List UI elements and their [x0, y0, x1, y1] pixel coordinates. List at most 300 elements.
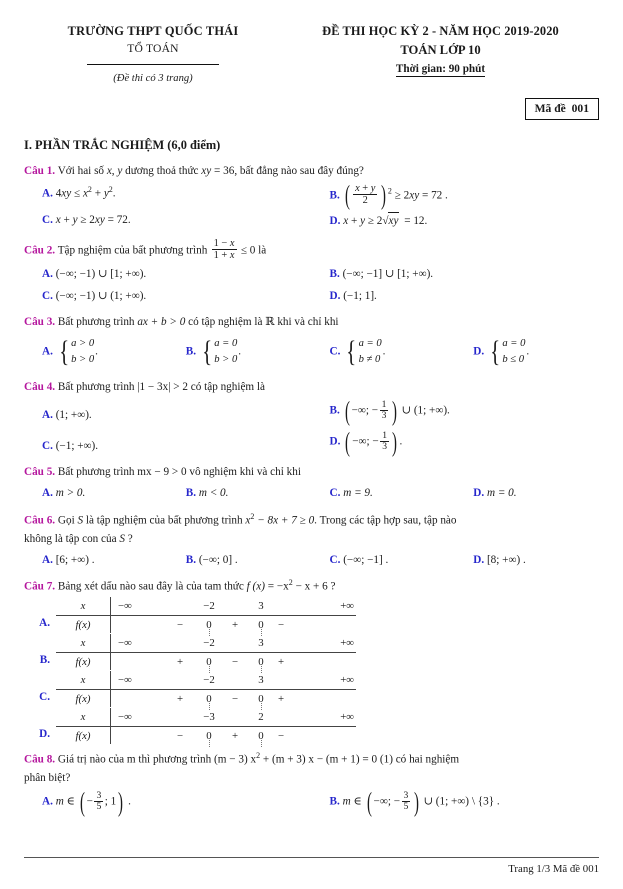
q5-option-b-text: m < 0.: [198, 487, 229, 500]
sign-table-row-label-f: f(x): [75, 692, 91, 705]
sign-table-row-label-f: f(x): [75, 729, 91, 742]
sign-table-sign-1: −: [176, 618, 184, 631]
question-4: [24, 379, 599, 458]
q8-option-b[interactable]: [312, 786, 600, 817]
q8-b-paren-close: ): [413, 786, 419, 817]
sign-table-f-rightpad: [310, 727, 356, 745]
question-2: [24, 239, 599, 308]
sign-table-dotted-line: [209, 664, 210, 673]
q1-stem-b: dương thoả thức: [125, 165, 199, 177]
q6-option-b-text: (−∞; 0] .: [198, 554, 238, 567]
q4-stem-text: Bất phương trình |1 − 3x| > 2 có tập nghiệm là: [57, 380, 266, 393]
sign-table-x-root1: −2: [198, 634, 220, 653]
q2-den-1: 1 +: [213, 250, 228, 262]
q1-d-y: y: [360, 215, 366, 228]
question-6-label: Câu 6.: [24, 515, 56, 528]
q7-table-letter: D.: [39, 728, 50, 741]
q6-stem-line2: không là tập con của: [24, 533, 117, 546]
q1-b-den: 2: [353, 194, 377, 206]
question-1: [24, 163, 599, 233]
q8-a-popen: −: [86, 795, 93, 808]
q2-option-c[interactable]: [24, 286, 312, 308]
q8-b-fraction: [402, 791, 411, 813]
q6-option-a-text: [6; +∞) .: [55, 554, 95, 567]
q5-option-a[interactable]: [24, 483, 168, 505]
q8-a-paren-open: (: [79, 786, 85, 817]
q3-d-row2: b ≤ 0: [502, 354, 525, 366]
exam-title: ĐỀ THI HỌC KỲ 2 - NĂM HỌC 2019-2020: [322, 24, 559, 38]
exam-code-value: 001: [571, 102, 589, 115]
q7-stem-a: Bảng xét dấu nào sau đây là của tam thức: [57, 581, 244, 594]
q6-option-b[interactable]: [168, 550, 312, 572]
q1-b-exp: 2: [387, 186, 392, 196]
sign-table-sign-3: −: [278, 729, 285, 742]
question-8-label: Câu 8.: [24, 754, 56, 767]
sign-table-f-rightpad: [310, 690, 356, 708]
q8-stem-line1: Giá trị nào của m thì phương trình (m − 3) x: [57, 754, 257, 767]
q8-b-popen: −∞; −: [373, 795, 401, 808]
sign-table-x-gap3: [272, 597, 310, 616]
q4-option-c[interactable]: [24, 426, 312, 457]
question-3-stem: [24, 314, 599, 330]
q7-option-a[interactable]: [24, 597, 599, 633]
sign-table-x-pos-inf: +∞: [310, 671, 356, 690]
sign-table-zero-1: 0: [198, 616, 220, 634]
q8-a-num: 3: [96, 789, 102, 801]
q1-a-le: ≤: [74, 187, 81, 200]
q1-a-sup2: 2: [108, 184, 113, 194]
sign-table-sign-3: +: [278, 692, 285, 705]
sign-table-f-leftpad: [111, 727, 163, 745]
q1-stem-xy: xy: [201, 165, 212, 177]
sign-table-x-neg-inf: −∞: [111, 671, 163, 690]
sign-table-sign-1: +: [176, 692, 184, 705]
q4-b-post: ∪ (1; +∞).: [401, 404, 450, 417]
sign-table-zero-2: 0: [250, 727, 272, 745]
q1-a-dot: .: [112, 187, 116, 200]
q2-option-c-text: (−∞; −1) ∪ (1; +∞).: [55, 290, 147, 303]
q2-stem-b: ≤ 0 là: [240, 243, 267, 256]
q1-c-eq: = 72.: [107, 214, 131, 227]
q1-option-b-letter: B.: [329, 189, 340, 202]
header-divider: [87, 64, 219, 65]
q4-option-d-letter: D.: [329, 435, 341, 448]
q3-d-system: { a = 0 b ≤ 0: [490, 334, 526, 368]
q7-table-letter: A.: [39, 617, 50, 630]
question-5-stem: [24, 464, 599, 480]
q3-a-dot: .: [95, 345, 98, 358]
q6-option-a-letter: A.: [42, 554, 53, 567]
question-4-stem: [24, 379, 599, 395]
sign-table-row-label-f: f(x): [75, 618, 91, 631]
q4-b-fraction: [380, 400, 389, 422]
q7-stem-eq: = −x: [267, 581, 289, 594]
sign-table-sign-3: +: [278, 655, 285, 668]
q1-option-c[interactable]: [24, 210, 312, 233]
sign-table-f-leftpad: [111, 690, 163, 708]
q1-b-xy: xy: [409, 189, 420, 202]
sign-table-f-row: [56, 653, 356, 671]
sign-table-row-label-x: x: [56, 597, 111, 616]
q3-stem-c: khi và chỉ khi: [277, 315, 339, 328]
sign-table-x-pos-inf: +∞: [310, 708, 356, 727]
q4-d-fraction: [380, 431, 389, 453]
q6-stem-line2-s: S: [119, 533, 125, 546]
sign-table-x-gap2: [220, 671, 250, 690]
q1-option-b[interactable]: [312, 181, 600, 209]
sign-table-sign-2: +: [231, 618, 239, 631]
question-6: [24, 511, 599, 571]
exam-code-wrap: [525, 98, 599, 120]
page-footer: [24, 857, 599, 875]
sign-table-x-root2: 3: [250, 671, 272, 690]
question-8-options: [24, 786, 599, 817]
q8-b-post: ∪ (1; +∞) \ {3} .: [423, 795, 500, 808]
q1-b-num-plus: +: [362, 183, 369, 195]
q8-a-pre: m ∈: [55, 795, 75, 808]
sign-table-sign-1: −: [176, 729, 184, 742]
q2-fraction: [212, 238, 237, 261]
q1-c-xy: xy: [94, 214, 105, 227]
sign-table-x-gap1: [162, 634, 198, 653]
q6-stem-line2-q: ?: [127, 533, 133, 546]
question-3: [24, 314, 599, 371]
q4-option-c-letter: C.: [42, 440, 53, 453]
sign-table-x-pos-inf: +∞: [310, 634, 356, 653]
sign-table-f-rightpad: [310, 653, 356, 671]
q1-option-d-letter: D.: [329, 215, 341, 228]
sign-table-x-gap2: [220, 597, 250, 616]
sign-table-x-row: [56, 671, 356, 690]
q4-b-num: 1: [381, 398, 387, 410]
sign-table-sign-2: −: [231, 692, 239, 705]
sign-table-f-row: [56, 616, 356, 634]
question-6-stem-line2: [24, 531, 599, 547]
sign-table-dotted-line: [261, 627, 262, 636]
q1-c-x: x: [55, 214, 61, 227]
question-5-label: Câu 5.: [24, 466, 56, 479]
question-8-stem: [24, 750, 599, 768]
q2-option-a-text: (−∞; −1) ∪ [1; +∞).: [55, 268, 147, 281]
sign-table-zero-2: 0: [250, 653, 272, 671]
question-7-tables: [24, 597, 599, 744]
q3-option-d-letter: D.: [473, 345, 485, 358]
question-7: [24, 577, 599, 744]
sign-table-f-row: [56, 690, 356, 708]
sign-table-sign-2: −: [231, 655, 239, 668]
q1-b-fraction: [353, 183, 377, 206]
exam-code-box: [525, 98, 599, 120]
sign-table-x-gap1: [162, 671, 198, 690]
q3-option-b[interactable]: [168, 334, 312, 371]
footer-divider: [24, 857, 599, 858]
q4-option-a[interactable]: [24, 398, 312, 426]
q8-option-b-letter: B.: [329, 795, 340, 808]
q5-option-c-letter: C.: [329, 487, 341, 500]
question-7-label: Câu 7.: [24, 581, 56, 594]
sign-table-row-label-x: x: [56, 634, 111, 653]
sign-table-x-row: [56, 634, 356, 653]
q7-stem-f: f (x): [246, 581, 265, 594]
q3-d-dot: .: [526, 345, 530, 358]
q1-b-num-x: x: [355, 183, 360, 195]
q6-option-d-text: [8; +∞) .: [486, 554, 526, 567]
q7-option-b[interactable]: [24, 634, 599, 670]
sign-table-x-root2: 3: [250, 597, 272, 616]
q3-b-system: { a = 0 b > 0: [201, 334, 238, 368]
q8-b-num: 3: [403, 789, 409, 801]
q3-c-row1: a = 0: [358, 338, 382, 350]
sign-table-x-neg-inf: −∞: [111, 597, 163, 616]
question-5-options: [24, 483, 599, 505]
q5-option-c-text: m = 9.: [343, 487, 373, 500]
q1-b-ge: ≥ 2: [394, 189, 410, 202]
sign-table-f-rightpad: [310, 616, 356, 634]
sign-table-x-neg-inf: −∞: [111, 708, 163, 727]
sign-table-row-label-x: x: [56, 708, 111, 727]
q6-option-c-text: (−∞; −1] .: [343, 554, 389, 567]
q3-a-row2: b > 0: [71, 354, 95, 366]
question-6-stem: [24, 511, 599, 529]
q4-option-a-letter: A.: [42, 408, 53, 421]
sign-table-row-label-f: f(x): [75, 655, 91, 668]
sign-table-dotted-line: [261, 738, 262, 747]
q4-d-post: .: [399, 435, 403, 448]
question-8-stem-line2: [24, 770, 599, 786]
sign-table-dotted-line: [209, 738, 210, 747]
q2-option-b-letter: B.: [329, 268, 340, 281]
q8-stem-sup: 2: [256, 751, 261, 761]
q1-a-pre: 4: [55, 187, 62, 200]
question-2-options: [24, 264, 599, 308]
q1-b-eq: = 72 .: [421, 189, 448, 202]
q3-b-row2: b > 0: [214, 354, 238, 366]
q1-a-plus: +: [94, 187, 102, 200]
q5-option-d[interactable]: [455, 483, 599, 505]
q1-c-y: y: [72, 214, 78, 227]
sign-table-dotted-line: [261, 701, 262, 710]
pages-note: (Đề thi có 3 trang): [113, 73, 193, 84]
q1-d-x: x: [343, 215, 349, 228]
q1-stem-x: x: [106, 165, 112, 177]
sign-table: [56, 671, 356, 707]
q1-stem-a: Với hai số: [57, 165, 105, 177]
sign-table-x-pos-inf: +∞: [310, 597, 356, 616]
sign-table-x-root1: −3: [198, 708, 220, 727]
q4-b-pre: −∞; −: [351, 404, 379, 417]
sign-table-x-root2: 2: [250, 708, 272, 727]
exam-time: Thời gian: 90 phút: [395, 63, 486, 75]
q3-stem-r: ℝ: [265, 315, 275, 328]
sign-table-x-root1: −2: [198, 671, 220, 690]
sign-table-f-leftpad: [111, 653, 163, 671]
sign-table-x-row: [56, 597, 356, 616]
q8-b-den: 5: [403, 800, 409, 812]
q6-option-a[interactable]: [24, 550, 168, 572]
q1-option-d[interactable]: [312, 210, 600, 233]
q8-b-paren-open: (: [366, 786, 372, 817]
sign-table-sign-1: +: [176, 655, 184, 668]
q3-c-dot: .: [382, 345, 386, 358]
sign-table-x-gap3: [272, 634, 310, 653]
q8-a-mid: ; 1: [104, 795, 117, 808]
section-title: I. PHẦN TRẮC NGHIỆM (6,0 điểm): [24, 138, 221, 152]
q1-d-radicand: xy: [388, 212, 400, 230]
q7-stem-sup: 2: [288, 578, 293, 588]
q3-b-dot: .: [238, 345, 242, 358]
header-right-block: [282, 22, 599, 84]
header-left-block: [24, 22, 282, 84]
q4-option-a-text: (1; +∞).: [55, 408, 92, 421]
q5-option-c[interactable]: [312, 483, 456, 505]
sign-table-f-row: [56, 727, 356, 745]
q6-stem-expr: x: [245, 515, 251, 528]
sign-table-sign-2: +: [231, 729, 239, 742]
q5-option-a-letter: A.: [42, 487, 53, 500]
sign-table-x-gap2: [220, 708, 250, 727]
exam-subject: TOÁN LỚP 10: [400, 43, 481, 57]
sign-table-dotted-line: [209, 627, 210, 636]
q1-b-paren-close: ): [380, 180, 386, 211]
question-2-stem: [24, 239, 599, 262]
q6-option-c-letter: C.: [329, 554, 341, 567]
q8-b-pre: m ∈: [342, 795, 362, 808]
q1-option-a[interactable]: [24, 181, 312, 209]
q4-option-c-text: (−1; +∞).: [55, 440, 99, 453]
q3-stem-b: có tập nghiệm là: [188, 315, 263, 328]
question-1-label: Câu 1.: [24, 165, 56, 177]
q3-stem-a: Bất phương trình: [57, 315, 135, 328]
q7-option-d[interactable]: [24, 708, 599, 744]
q4-d-den: 3: [382, 440, 387, 452]
q3-option-a-letter: A.: [42, 345, 53, 358]
q4-d-paren-open: (: [345, 426, 351, 457]
question-5: [24, 464, 599, 504]
q8-a-den: 5: [96, 800, 102, 812]
department-name: TỔ TOÁN: [127, 42, 179, 55]
q4-d-paren-close: ): [392, 426, 398, 457]
sign-table-x-root2: 3: [250, 634, 272, 653]
q4-b-paren-open: (: [344, 395, 350, 426]
q6-option-d[interactable]: [455, 550, 599, 572]
q2-option-d[interactable]: [312, 286, 600, 308]
sign-table-zero-1: 0: [198, 653, 220, 671]
exam-content: [0, 138, 623, 821]
q2-option-a[interactable]: [24, 264, 312, 286]
sign-table-x-row: [56, 708, 356, 727]
sign-table-sign-3: −: [278, 618, 285, 631]
question-1-stem: [24, 163, 599, 179]
q3-option-d[interactable]: [455, 334, 599, 371]
q5-option-a-text: m > 0.: [55, 487, 86, 500]
sign-table-x-gap1: [162, 708, 198, 727]
question-3-options: [24, 334, 599, 371]
q3-d-row1: a = 0: [502, 338, 526, 350]
q6-stem-s: S: [77, 515, 84, 528]
q3-a-system: { a > 0 b > 0: [58, 334, 95, 368]
q1-a-x: x: [82, 187, 88, 200]
q2-option-c-letter: C.: [42, 290, 53, 303]
q3-option-b-letter: B.: [185, 345, 197, 358]
q2-option-b[interactable]: [312, 264, 600, 286]
sign-table-zero-1: 0: [198, 690, 220, 708]
sign-table-zero-2: 0: [250, 690, 272, 708]
q6-option-c[interactable]: [312, 550, 456, 572]
q8-a-fraction: [94, 791, 103, 813]
q1-d-eq: = 12.: [404, 215, 428, 228]
question-4-options: [24, 395, 599, 458]
q2-option-d-letter: D.: [329, 290, 341, 303]
q1-a-xy: xy: [61, 187, 72, 200]
q6-stem-a: Gọi: [57, 515, 75, 528]
exam-code-label: Mã đề: [534, 102, 566, 115]
sign-table: [56, 634, 356, 670]
question-1-options: [24, 181, 599, 232]
q1-stem-eq: = 36, bất đẳng nào sau đây đúng?: [214, 165, 364, 177]
q3-option-a[interactable]: [24, 334, 168, 371]
q3-c-system: { a = 0 b ≠ 0: [346, 334, 382, 368]
q4-option-b[interactable]: [312, 395, 600, 426]
question-8: [24, 750, 599, 815]
question-4-label: Câu 4.: [24, 380, 56, 393]
sign-table: [56, 708, 356, 744]
sign-table-x-root1: −2: [198, 597, 220, 616]
sign-table-dotted-line: [209, 701, 210, 710]
q5-option-d-text: m = 0.: [486, 487, 517, 500]
q1-option-c-letter: C.: [42, 214, 53, 227]
q5-option-b-letter: B.: [185, 487, 197, 500]
q1-d-sqrt: √xy: [382, 212, 401, 230]
q6-stem-c: . Trong các tập hợp sau, tập nào: [314, 515, 457, 528]
q7-table-letter: B.: [39, 654, 50, 667]
sign-table-row-label-x: x: [56, 671, 111, 690]
q3-b-row1: a = 0: [214, 338, 238, 350]
q4-option-d[interactable]: [312, 426, 600, 457]
q4-d-num: 1: [382, 429, 387, 441]
sign-table-x-gap2: [220, 634, 250, 653]
q1-b-num-y: y: [370, 183, 376, 195]
q3-a-row1: a > 0: [71, 338, 95, 350]
q1-a-y: y: [103, 187, 109, 200]
sign-table-zero-2: 0: [250, 616, 272, 634]
q7-option-c[interactable]: [24, 671, 599, 707]
q1-d-plus: +: [350, 215, 358, 228]
q8-stem-line1b: + (m + 3) x − (m + 1) = 0 (1) có hai nghiệm: [262, 754, 460, 767]
q2-den-x: x: [229, 250, 235, 262]
q1-stem-y: y: [117, 165, 123, 177]
q2-num-1: 1 −: [213, 238, 228, 249]
q8-option-a[interactable]: [24, 786, 312, 817]
question-3-label: Câu 3.: [24, 315, 56, 328]
q3-option-c[interactable]: [312, 334, 456, 371]
q1-a-sup1: 2: [87, 184, 92, 194]
q4-b-paren-close: ): [391, 395, 397, 426]
q2-stem-a: Tập nghiệm của bất phương trình: [57, 243, 208, 256]
q6-option-b-letter: B.: [185, 554, 197, 567]
q1-option-a-letter: A.: [42, 187, 53, 200]
question-2-label: Câu 2.: [24, 243, 56, 256]
q2-option-a-letter: A.: [42, 268, 53, 281]
q3-option-c-letter: C.: [329, 345, 341, 358]
q1-c-rest: ≥ 2: [80, 214, 95, 227]
q8-a-post: .: [128, 795, 131, 808]
q4-option-b-letter: B.: [329, 404, 340, 417]
q1-d-ge: ≥ 2: [367, 215, 383, 228]
footer-page-info: Trang 1/3 Mã đề 001: [508, 863, 599, 875]
q2-option-d-text: (−1; 1].: [343, 290, 377, 303]
q5-option-b[interactable]: [168, 483, 312, 505]
sign-table-dotted-line: [261, 664, 262, 673]
